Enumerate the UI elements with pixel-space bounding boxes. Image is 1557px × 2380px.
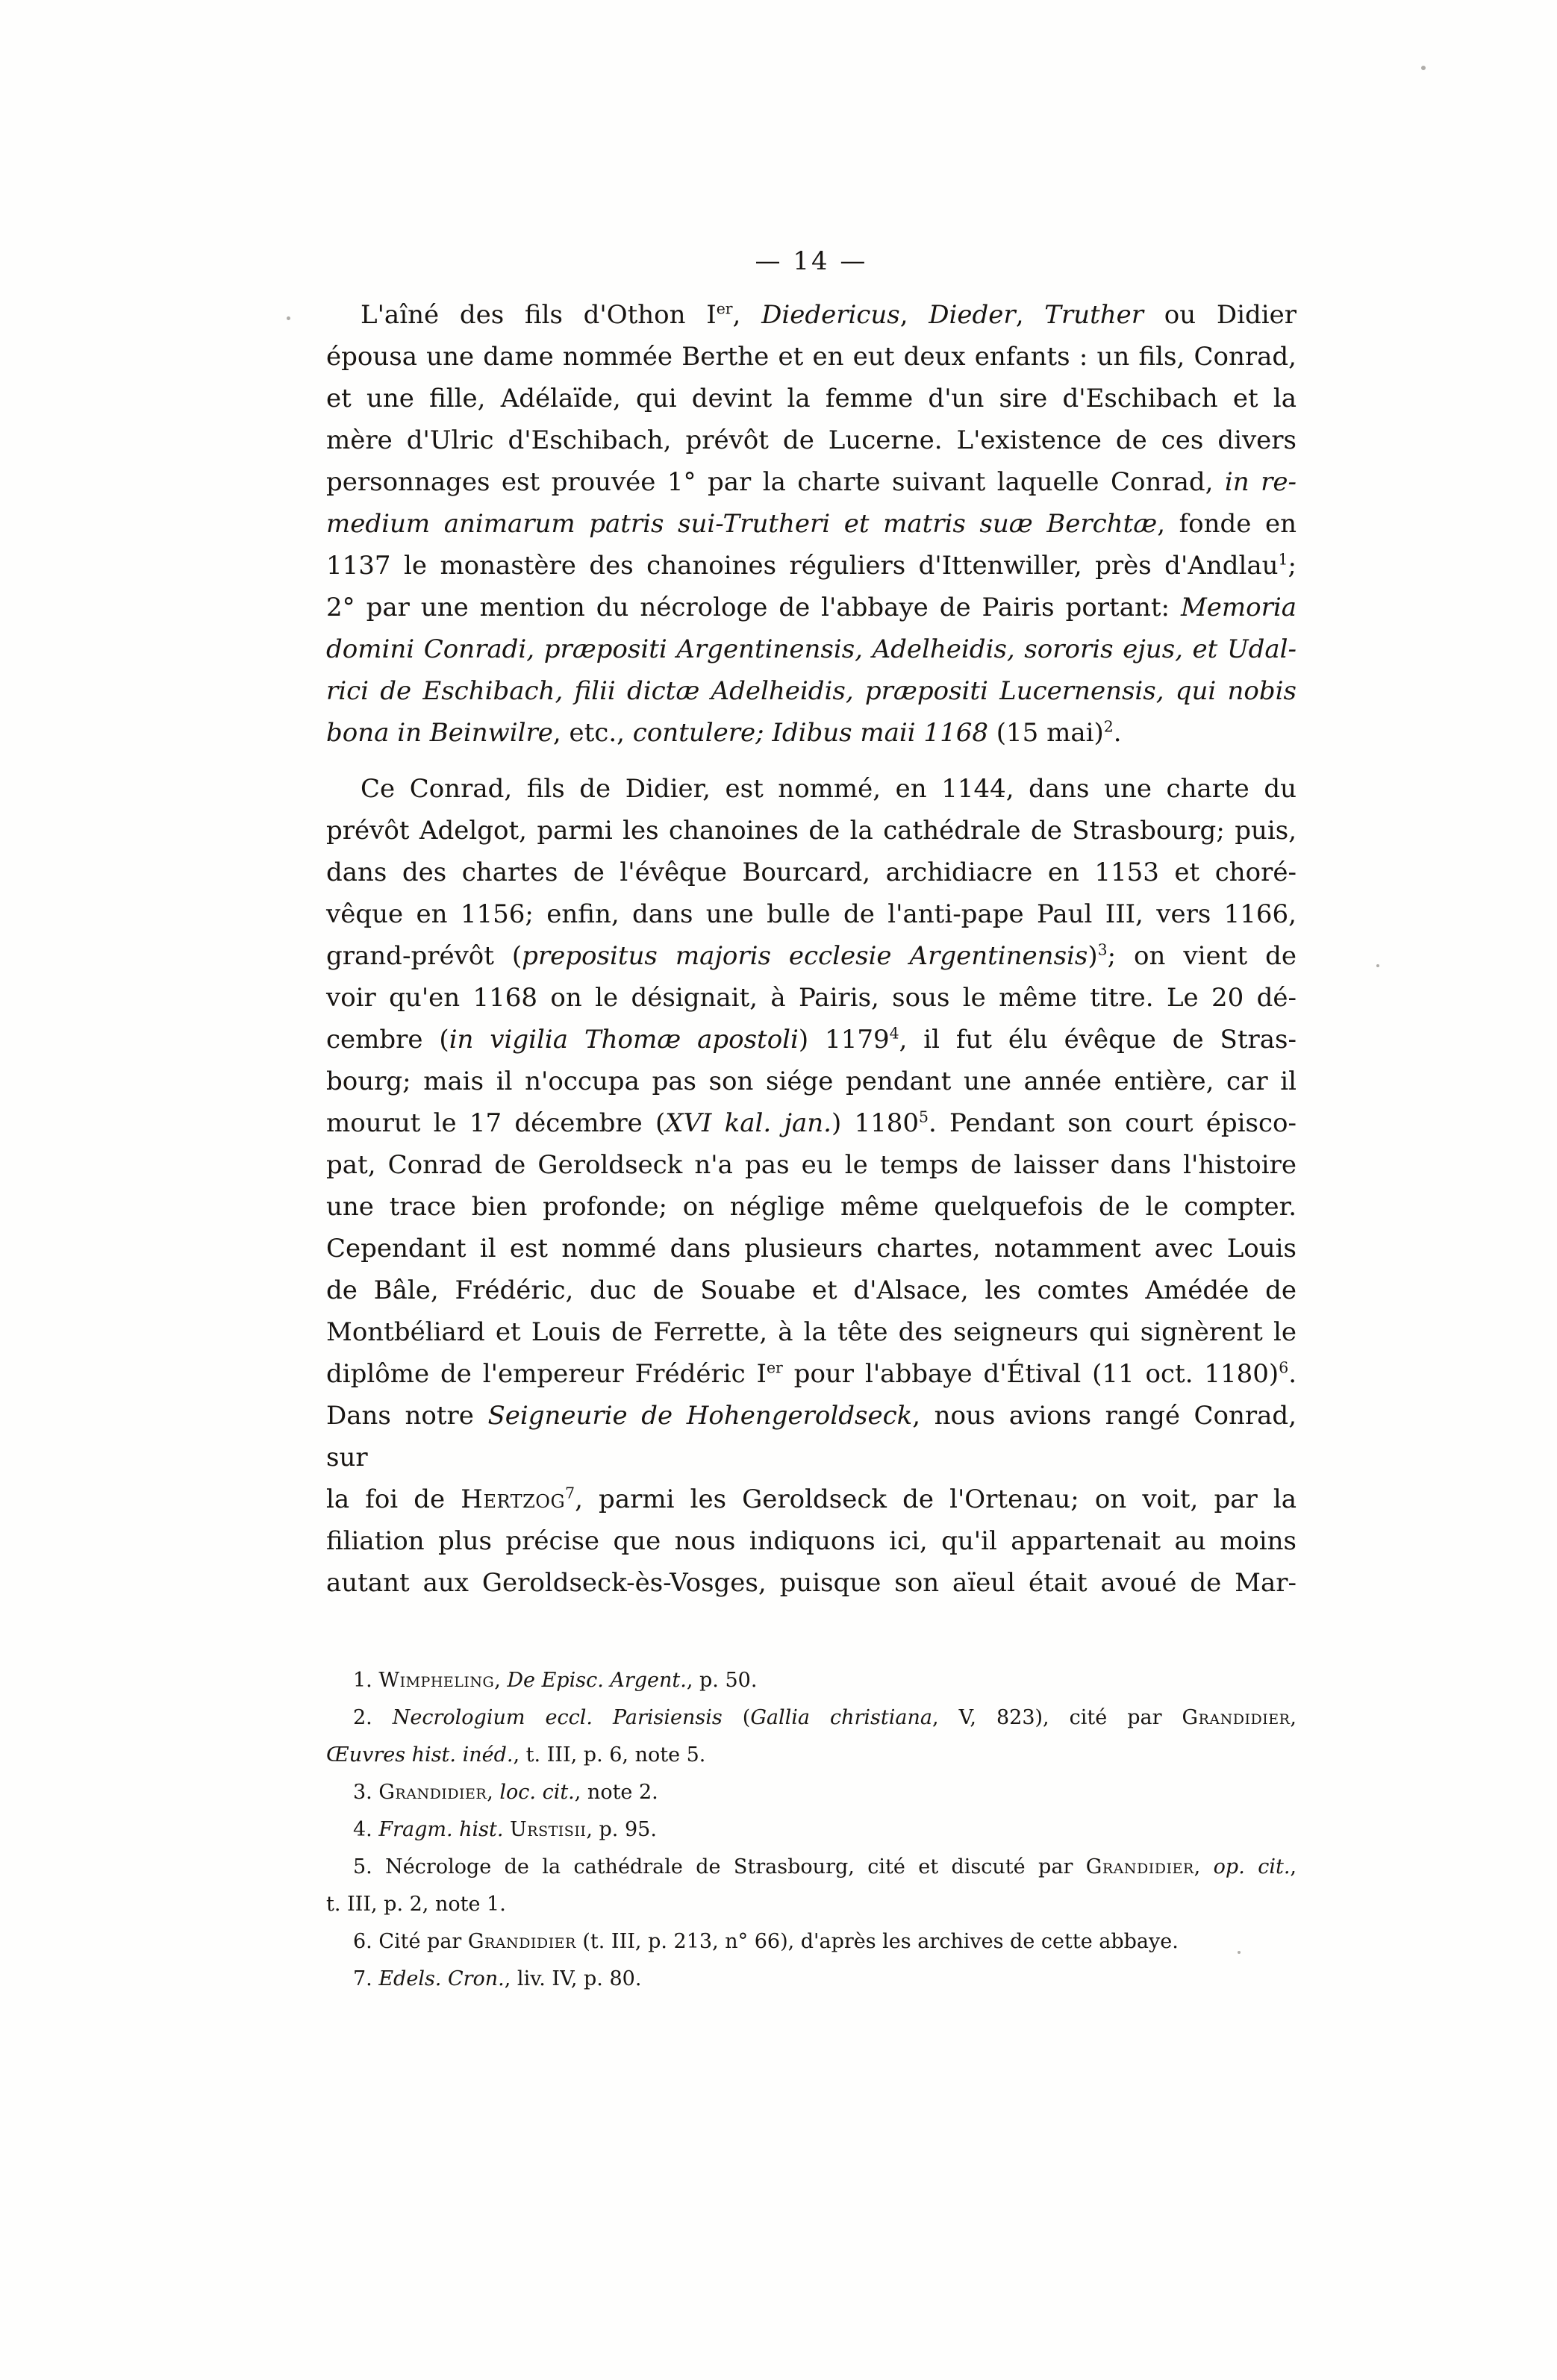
text-segment: 3. (353, 1781, 379, 1804)
footnote (326, 1923, 1297, 1961)
text-segment: , (1290, 1855, 1297, 1878)
text-line (326, 1311, 1297, 1353)
text-line (326, 1144, 1297, 1186)
text-segment: ; on vient de (1107, 941, 1297, 971)
text-line (326, 670, 1297, 712)
text-segment: , nous avions rangé Conrad, sur (326, 1401, 1297, 1472)
text-segment: Fragm. hist. (378, 1818, 504, 1841)
footnote (326, 1811, 1297, 1849)
text-line (326, 1886, 1297, 1923)
text-segment: op. cit. (1213, 1855, 1291, 1878)
text-segment: Edels. Cron. (378, 1967, 505, 1990)
text-segment: , note 2. (574, 1781, 658, 1804)
text-segment: , liv. IV, p. 80. (504, 1967, 642, 1990)
text-segment: , t. III, p. 6, note 5. (513, 1743, 706, 1767)
paragraph (326, 768, 1297, 1604)
text-segment: ) 1180 (831, 1108, 919, 1138)
text-line (326, 977, 1297, 1019)
text-line (326, 1186, 1297, 1228)
text-segment: 5. Nécrologe de la cathédrale de Strasbourg, cité et discuté par (353, 1855, 1086, 1878)
text-segment: , fonde en (1157, 509, 1297, 539)
text-segment: Necrologium eccl. Parisiensis (392, 1706, 723, 1729)
text-segment: Wimpheling (378, 1669, 495, 1692)
text-segment: ) 1179 (798, 1025, 890, 1055)
footnote-ref: 2 (1103, 717, 1114, 736)
text-line (326, 587, 1297, 628)
text-line (326, 419, 1297, 461)
text-segment: (t. III, p. 213, n° 66), d'après les archives de cette abbaye. (575, 1930, 1179, 1953)
text-segment: Œuvres hist. inéd. (326, 1743, 514, 1767)
text-segment: in re- (1224, 467, 1297, 497)
text-segment: , (487, 1781, 500, 1804)
text-segment: ) (1088, 941, 1098, 971)
footnote-ref: 6 (1279, 1358, 1289, 1377)
footnote-ref: 3 (1097, 940, 1108, 959)
footnote (326, 1961, 1297, 1998)
footnote-ref: 5 (919, 1108, 929, 1126)
text-line (326, 1849, 1297, 1886)
text-segment: bona in Beinwilre (326, 718, 553, 748)
text-segment: voir qu'en 1168 on le désignait, à Pairis, sous le même titre. Le 20 dé- (326, 983, 1297, 1013)
text-line (326, 935, 1297, 977)
text-segment: loc. cit. (499, 1781, 575, 1804)
text-line (326, 1395, 1297, 1478)
text-line (326, 1923, 1297, 1961)
footnote-ref: 7 (565, 1484, 575, 1502)
text-line (326, 712, 1297, 754)
text-segment: Ce Conrad, fils de Didier, est nommé, en 1144, dans une charte du (361, 774, 1297, 804)
text-segment: épousa une dame nommée Berthe et en eut deux enfants : un fils, Conrad, (326, 342, 1297, 372)
text-segment: . Pendant son court épisco- (928, 1108, 1297, 1138)
text-segment: in vigilia Thomæ apostoli (449, 1025, 799, 1055)
page-number: — 14 — (755, 246, 868, 276)
text-segment: rici de Eschibach, filii dictæ Adelheidis, præpositi Lucernensis, qui nobis (326, 676, 1297, 706)
text-line (326, 1269, 1297, 1311)
text-segment: Urstisii (510, 1818, 587, 1841)
text-segment: Seigneurie de Hohengeroldseck (487, 1401, 913, 1431)
text-column (326, 246, 1297, 1998)
text-segment: 1. (353, 1669, 379, 1692)
footnote (326, 1662, 1297, 1699)
text-segment: medium animarum patris sui-Trutheri et matris suæ Berchtæ (326, 509, 1158, 539)
text-segment: 1137 le monastère des chanoines réguliers d'Ittenwiller, près d'Andlau (326, 551, 1279, 581)
text-segment: Truther (1044, 300, 1143, 330)
text-line (326, 768, 1297, 810)
text-line (326, 1061, 1297, 1102)
text-line (326, 336, 1297, 378)
scan-speck (1421, 66, 1426, 70)
text-segment: la foi de (326, 1484, 461, 1514)
footnote-ref: er (766, 1358, 783, 1377)
text-segment: mourut le 17 décembre ( (326, 1108, 666, 1138)
text-segment: filiation plus précise que nous indiquons ici, qu'il appartenait au moins (326, 1526, 1297, 1556)
footnotes (326, 1662, 1297, 1998)
text-segment: De Episc. Argent. (507, 1669, 687, 1692)
text-segment: 4. (353, 1818, 379, 1841)
scan-speck (1376, 964, 1379, 967)
paragraph (326, 294, 1297, 754)
text-line (326, 1774, 1297, 1811)
text-segment: domini Conradi, præpositi Argentinensis, Adelheidis, sororis ejus, et Udal- (326, 634, 1297, 664)
text-segment: 2. (353, 1706, 393, 1729)
text-segment: 7. (353, 1967, 379, 1990)
footnote (326, 1849, 1297, 1923)
text-segment: Grandidier (1182, 1706, 1291, 1729)
scan-speck (287, 316, 290, 320)
text-segment: , (1290, 1706, 1297, 1729)
text-segment: diplôme de l'empereur Frédéric I (326, 1359, 767, 1389)
text-segment: Gallia christiana (750, 1706, 932, 1729)
text-line (326, 1562, 1297, 1604)
text-line (326, 1478, 1297, 1520)
text-segment: pat, Conrad de Geroldseck n'a pas eu le temps de laisser dans l'histoire (326, 1150, 1297, 1180)
text-segment: personnages est prouvée 1° par la charte suivant laquelle Conrad, (326, 467, 1225, 497)
text-segment: Cependant il est nommé dans plusieurs chartes, notamment avec Louis (326, 1234, 1297, 1264)
text-segment: . (1288, 1359, 1297, 1389)
text-segment: 2° par une mention du nécrologe de l'abbaye de Pairis portant: (326, 593, 1181, 622)
text-segment: (15 mai) (987, 718, 1104, 748)
text-segment: mère d'Ulric d'Eschibach, prévôt de Lucerne. L'existence de ces divers (326, 425, 1297, 455)
text-line (326, 1811, 1297, 1849)
text-segment: XVI kal. jan. (665, 1108, 831, 1138)
text-segment: dans des chartes de l'évêque Bourcard, archidiacre en 1153 et choré- (326, 858, 1297, 887)
text-segment: L'aîné des fils d'Othon I (361, 300, 717, 330)
text-segment: prepositus majoris ecclesie Argentinensis (522, 941, 1088, 971)
text-segment: t. III, p. 2, note 1. (326, 1893, 506, 1916)
text-segment: , (899, 300, 929, 330)
text-segment: grand-prévôt ( (326, 941, 522, 971)
text-line (326, 1737, 1297, 1774)
text-line (326, 810, 1297, 852)
text-segment: , (1194, 1855, 1214, 1878)
text-line (326, 893, 1297, 935)
text-segment: cembre ( (326, 1025, 449, 1055)
body-paragraphs (326, 294, 1297, 1604)
text-line (326, 461, 1297, 503)
text-line (326, 852, 1297, 893)
text-line (326, 503, 1297, 545)
text-segment: bourg; mais il n'occupa pas son siége pendant une année entière, car il (326, 1066, 1297, 1096)
text-segment (503, 1818, 510, 1841)
text-segment: Grandidier (1085, 1855, 1194, 1878)
text-segment: Hertzog (461, 1484, 566, 1514)
text-line (326, 1353, 1297, 1395)
text-segment: pour l'abbaye d'Étival (11 oct. 1180) (782, 1359, 1279, 1389)
text-segment: prévôt Adelgot, parmi les chanoines de la cathédrale de Strasbourg; puis, (326, 816, 1297, 846)
text-segment: , p. 50. (686, 1669, 758, 1692)
text-segment: Montbéliard et Louis de Ferrette, à la tête des seigneurs qui signèrent le (326, 1317, 1297, 1347)
text-line (326, 378, 1297, 419)
text-line (326, 1662, 1297, 1699)
text-segment: de Bâle, Frédéric, duc de Souabe et d'Alsace, les comtes Amédée de (326, 1275, 1297, 1305)
text-segment: ( (722, 1706, 751, 1729)
text-segment: ou Didier (1143, 300, 1297, 330)
text-segment: une trace bien profonde; on néglige même quelquefois de le compter. (326, 1192, 1297, 1222)
text-segment: ; (1288, 551, 1297, 581)
footnote-ref: 1 (1278, 550, 1288, 569)
text-segment: , parmi les Geroldseck de l'Ortenau; on voit, par la (575, 1484, 1297, 1514)
text-segment: , V, 823), cité par (932, 1706, 1182, 1729)
text-line (326, 1019, 1297, 1061)
text-segment: , etc., (552, 718, 633, 748)
text-line (326, 545, 1297, 587)
text-segment: et une fille, Adélaïde, qui devint la femme d'un sire d'Eschibach et la (326, 384, 1297, 413)
scan-speck (1238, 1951, 1241, 1954)
text-line (326, 1699, 1297, 1737)
footnote (326, 1774, 1297, 1811)
text-segment: , (1015, 300, 1045, 330)
text-segment: , il fut élu évêque de Stras- (899, 1025, 1297, 1055)
text-segment: , (494, 1669, 508, 1692)
text-line (326, 294, 1297, 336)
text-segment: Grandidier (467, 1930, 576, 1953)
text-line (326, 1961, 1297, 1998)
text-segment: Diedericus (761, 300, 900, 330)
text-segment: autant aux Geroldseck-ès-Vosges, puisque son aïeul était avoué de Mar- (326, 1568, 1297, 1598)
footnote (326, 1699, 1297, 1774)
text-segment: Grandidier (378, 1781, 487, 1804)
footnote-ref: 4 (889, 1024, 899, 1043)
text-segment: 6. Cité par (353, 1930, 468, 1953)
text-segment: Memoria (1180, 593, 1297, 622)
text-line (326, 1102, 1297, 1144)
footnote-ref: er (716, 299, 733, 318)
text-segment: , (732, 300, 762, 330)
text-line (326, 1520, 1297, 1562)
text-segment: contulere; Idibus maii 1168 (632, 718, 988, 748)
text-segment: Dans notre (326, 1401, 488, 1431)
text-segment: vêque en 1156; enfin, dans une bulle de l'anti-pape Paul III, vers 1166, (326, 899, 1297, 929)
text-line (326, 628, 1297, 670)
text-line (326, 1228, 1297, 1269)
text-segment: Dieder (929, 300, 1016, 330)
text-segment: . (1113, 718, 1122, 748)
text-segment: , p. 95. (586, 1818, 657, 1841)
